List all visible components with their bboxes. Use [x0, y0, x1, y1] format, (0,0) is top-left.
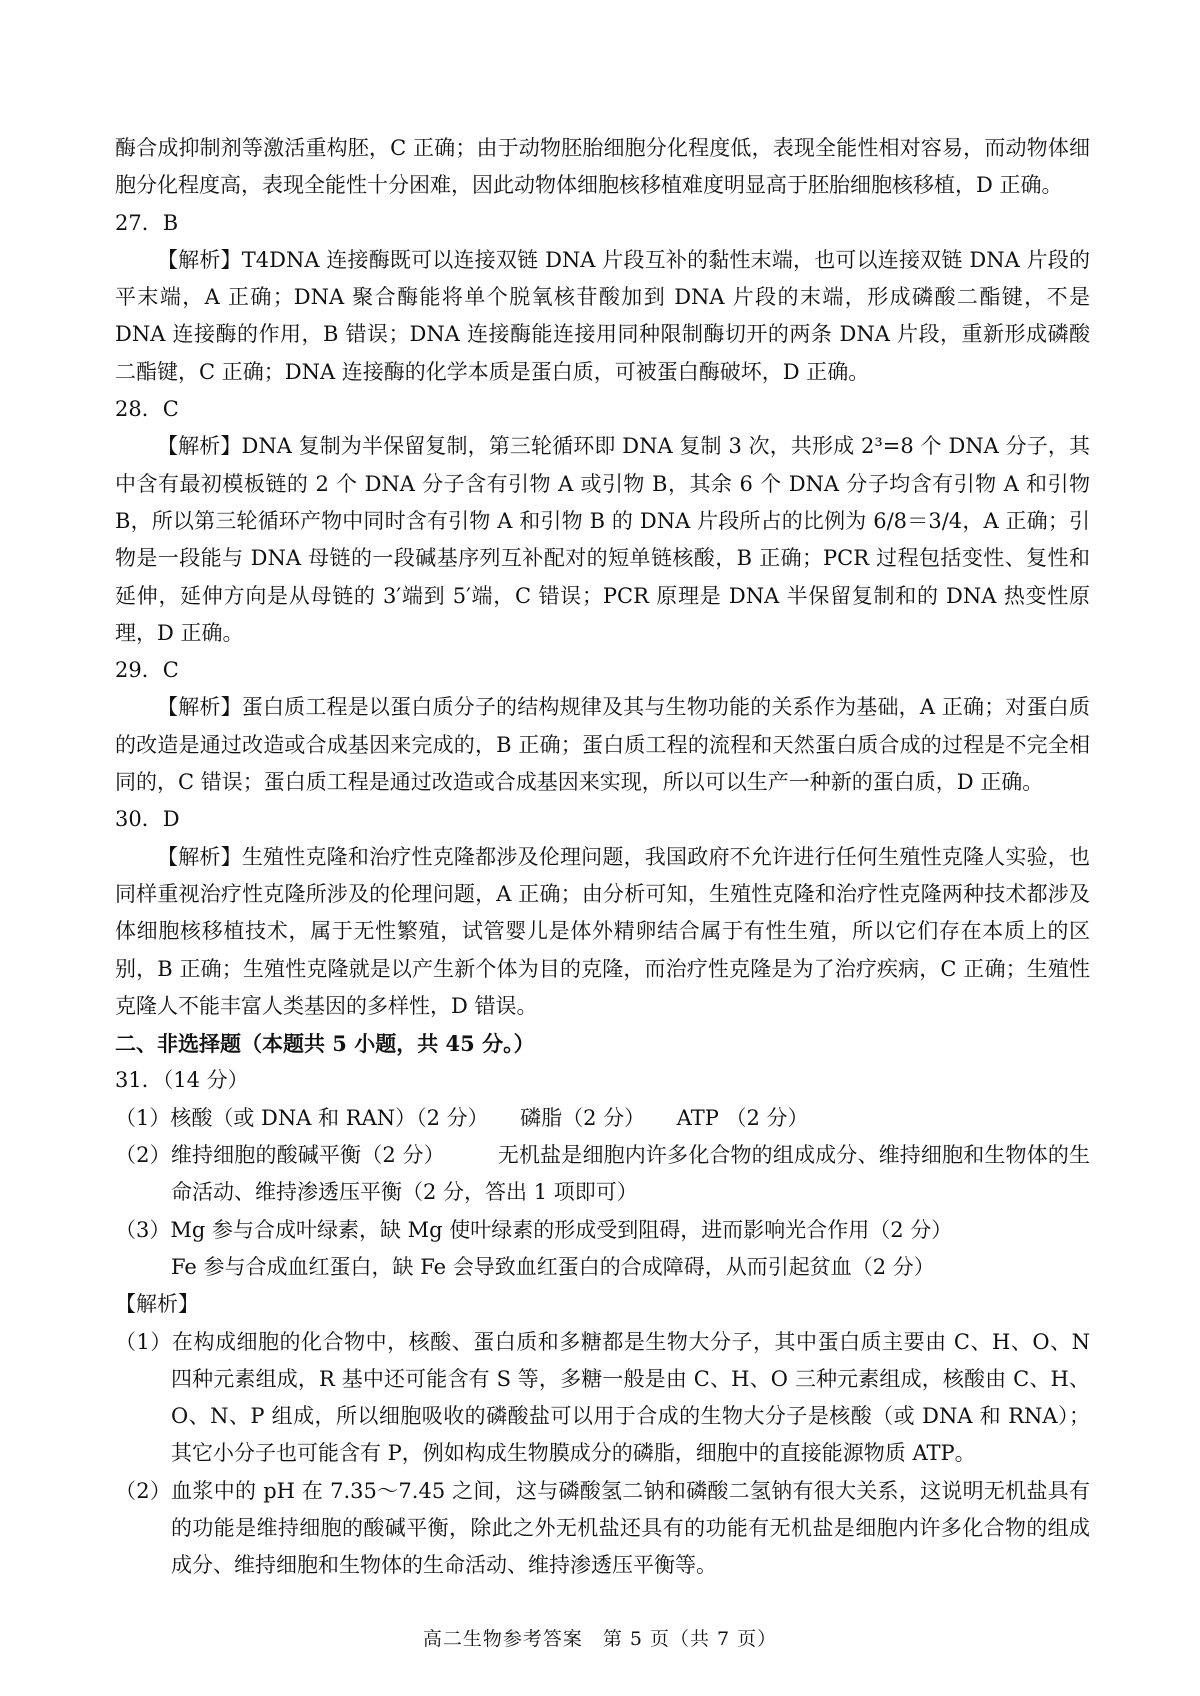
answer-27: 27．B — [115, 210, 179, 235]
answer-31-part-3-fe: Fe 参与合成血红蛋白，缺 Fe 会导致血红蛋白的合成障碍，从而引起贫血（2 分） — [171, 1254, 935, 1279]
explanation-29: 【解析】蛋白质工程是以蛋白质分子的结构规律及其与生物功能的关系作为基础，A 正确；对蛋白质的改造是通过改造或合成基因来完成的，B 正确；蛋白质工程的流程和天然蛋白质合成的过程是不完全相同的，C 错误；蛋白质工程是通过改造或合成基因来实现，所以可以生产一种新的蛋白质，D 正确。 — [115, 695, 1090, 795]
question-31-header: 31．（14 分） — [115, 1068, 249, 1093]
answer-31-part-2: （2）维持细胞的酸碱平衡（2 分） 无机盐是细胞内许多化合物的组成成分、维持细胞和生物体的生命活动、维持渗透压平衡（2 分，答出 1 项即可） — [115, 1143, 1090, 1205]
explanation-31-part-1: （1）在构成细胞的化合物中，核酸、蛋白质和多糖都是生物大分子，其中蛋白质主要由 C、H、O、N 四种元素组成，R 基中还可能含有 S 等，多糖一般是由 C、H、O 三种元素组成，核酸由 C、H、O、N、P 组成，所以细胞吸收的磷酸盐可以用于合成的生物大分子是核酸（或 DNA 和 RNA）；其它小分子也可能含有 P，例如构成生物膜成分的磷脂，细胞中的直接能源物质 ATP。 — [115, 1329, 1090, 1466]
answer-31-part-1: （1）核酸（或 DNA 和 RAN）（2 分） 磷脂（2 分） ATP （2 分） — [115, 1105, 809, 1130]
continued-explanation-26: 酶合成抑制剂等激活重构胚，C 正确；由于动物胚胎细胞分化程度低，表现全能性相对容易，而动物体细胞分化程度高，表现全能性十分困难，因此动物体细胞核移植难度明显高于胚胎细胞核移植，D 正确。 — [115, 136, 1090, 198]
explanation-31-heading: 【解析】 — [115, 1292, 199, 1317]
answer-29: 29．C — [115, 658, 179, 683]
explanation-30: 【解析】生殖性克隆和治疗性克隆都涉及伦理问题，我国政府不允许进行任何生殖性克隆人实验，也同样重视治疗性克隆所涉及的伦理问题，A 正确；由分析可知，生殖性克隆和治疗性克隆两种技术都涉及体细胞核移植技术，属于无性繁殖，试管婴儿是体外精卵结合属于有性生殖，所以它们存在本质上的区别，B 正确；生殖性克隆就是以产生新个体为目的克隆，而治疗性克隆是为了治疗疾病，C 正确；生殖性克隆人不能丰富人类基因的多样性，D 错误。 — [115, 844, 1090, 1018]
answer-31-part-3-mg: （3）Mg 参与合成叶绿素，缺 Mg 使叶绿素的形成受到阻碍，进而影响光合作用（2 分） — [115, 1217, 953, 1242]
section-heading-nonchoice: 二、非选择题（本题共 5 小题，共 45 分。） — [115, 1031, 535, 1057]
page-footer: 高二生物参考答案 第 5 页（共 7 页） — [422, 1628, 778, 1650]
answer-content — [115, 130, 1090, 1585]
answer-30: 30．D — [115, 807, 180, 832]
answer-28: 28．C — [115, 397, 179, 422]
explanation-31-part-2: （2）血浆中的 pH 在 7.35～7.45 之间，这与磷酸氢二钠和磷酸二氢钠有很大关系，这说明无机盐具有的功能是维持细胞的酸碱平衡，除此之外无机盐还具有的功能有无机盐是细胞内许多化合物的组成成分、维持细胞和生物体的生命活动、维持渗透压平衡等。 — [115, 1478, 1090, 1578]
explanation-28: 【解析】DNA 复制为半保留复制，第三轮循环即 DNA 复制 3 次，共形成 2³=8 个 DNA 分子，其中含有最初模板链的 2 个 DNA 分子含有引物 A 或引物 B，其余 6 个 DNA 分子均含有引物 A 和引物 B，所以第三轮循环产物中同时含有引物 A 和引物 B 的 DNA 片段所占的比例为 6/8＝3/4，A 正确；引物是一段能与 DNA 母链的一段碱基序列互补配对的短单链核酸，B 正确；PCR 过程包括变性、复性和延伸，延伸方向是从母链的 3′端到 5′端，C 错误；PCR 原理是 DNA 半保留复制和的 DNA 热变性原理，D 正确。 — [115, 434, 1090, 645]
explanation-27: 【解析】T4DNA 连接酶既可以连接双链 DNA 片段互补的黏性末端，也可以连接双链 DNA 片段的平末端，A 正确；DNA 聚合酶能将单个脱氧核苷酸加到 DNA 片段的末端，形成磷酸二酯键，不是 DNA 连接酶的作用，B 错误；DNA 连接酶能连接用同种限制酶切开的两条 DNA 片段，重新形成磷酸二酯键，C 正确；DNA 连接酶的化学本质是蛋白质，可被蛋白酶破坏，D 正确。 — [115, 247, 1090, 384]
